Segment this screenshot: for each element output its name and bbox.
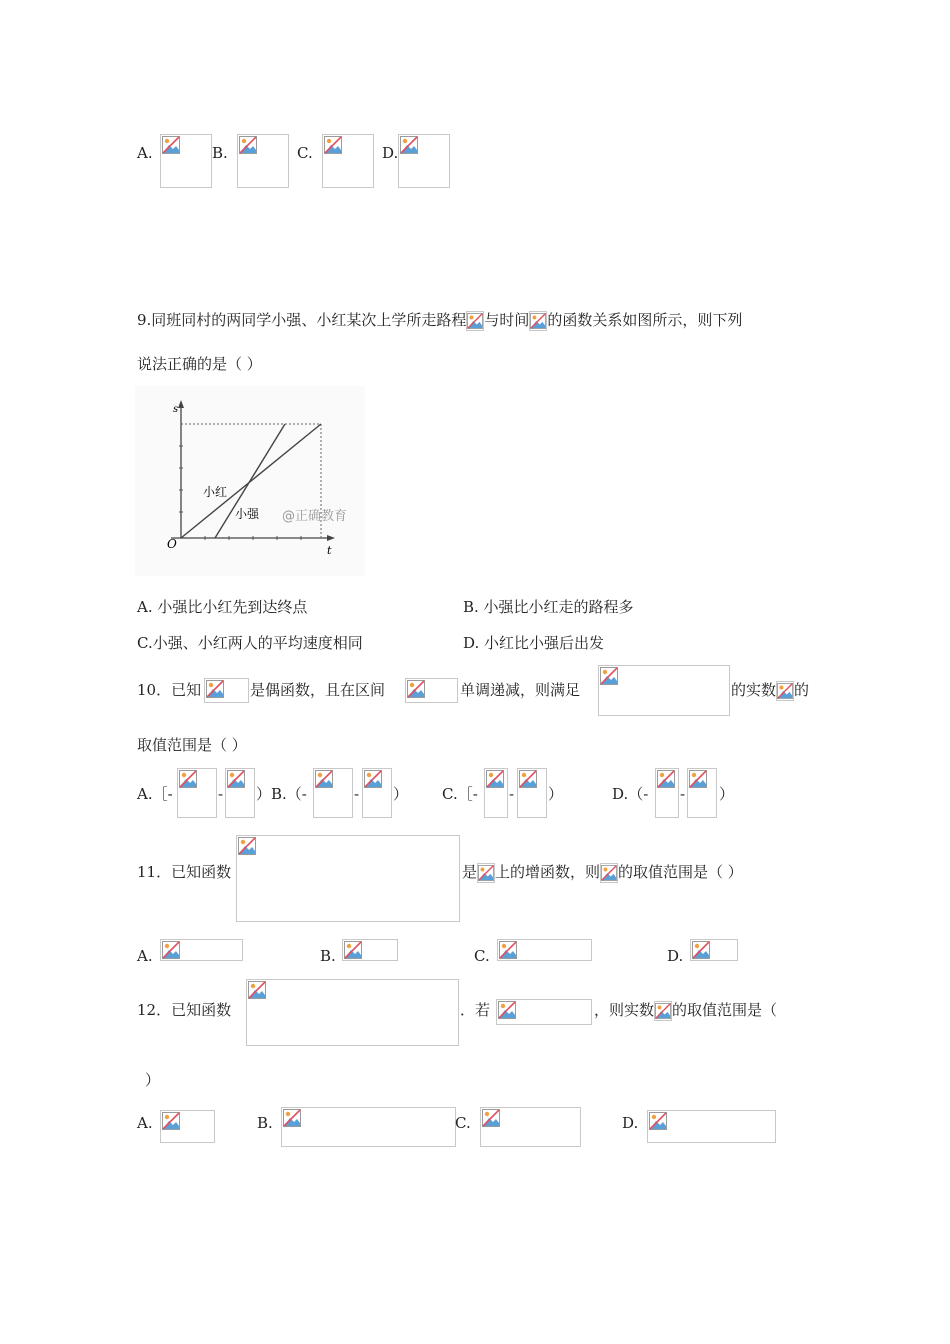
q10-option-a-num2 (225, 768, 255, 818)
q10-option-d-num2 (687, 768, 717, 818)
broken-image-icon (649, 1112, 667, 1130)
q10-option-c-end: ） (548, 785, 564, 803)
q8-option-b-label: B. (212, 144, 228, 162)
q10-option-c-num1 (484, 768, 508, 818)
q10-fx-image (204, 678, 249, 703)
q12-option-d-label: D. (622, 1114, 639, 1132)
q9-stem-part3: 的函数关系如图所示，则下列 (547, 311, 743, 329)
graph-label-xiaoqiang: 小强 (235, 507, 260, 521)
q11-option-b-label: B. (320, 947, 336, 965)
q10-option-d-dash: - (680, 785, 686, 803)
broken-image-icon (162, 941, 180, 959)
broken-image-icon (162, 1112, 180, 1130)
broken-image-icon (600, 667, 618, 685)
q10-option-d-end: ） (719, 785, 735, 803)
q10-option-d-label: D.（- (612, 785, 649, 803)
broken-image-icon (499, 941, 517, 959)
q8-option-b-image (237, 134, 289, 188)
q10-stem-line2: 取值范围是（ ） (137, 736, 247, 754)
q10-option-d-num1 (655, 768, 679, 818)
broken-image-icon (206, 680, 224, 698)
broken-image-icon (324, 136, 342, 154)
graph-watermark: @正确教育 (282, 509, 348, 524)
q12-stem-line2: ） (145, 1071, 161, 1089)
q10-stem-part2: 是偶函数，且在区间 (250, 681, 386, 699)
q12-option-b-image (281, 1107, 456, 1147)
q10-stem-part4-text: 的实数 (731, 681, 777, 699)
graph-y-label: s (173, 404, 179, 415)
q12-stem-part1: 12．已知函数 (137, 1001, 232, 1019)
graph-x-label: t (327, 544, 332, 557)
q12-condition-image (496, 999, 592, 1025)
q12-stem-part3 (594, 1000, 777, 1021)
q11-option-c-image (497, 939, 592, 961)
broken-image-icon (777, 682, 793, 700)
q11-option-c-label: C. (474, 947, 490, 965)
broken-image-icon (478, 864, 494, 882)
q12-option-a-image (160, 1110, 215, 1143)
q9-option-a: A. 小强比小红先到达终点 (137, 598, 308, 616)
q11-option-b-image (342, 939, 398, 961)
broken-image-icon (239, 136, 257, 154)
q11-stem-part1: 11．已知函数 (137, 863, 232, 881)
q8-option-c-label: C. (297, 144, 313, 162)
q10-option-b-dash: - (354, 785, 360, 803)
broken-image-icon (601, 864, 617, 882)
broken-image-icon (657, 770, 675, 788)
q12-stem-part2: ．若 (460, 1001, 491, 1019)
broken-image-icon (482, 1109, 500, 1127)
q10-option-a-num1 (177, 768, 217, 818)
graph-origin-label: O (167, 537, 177, 551)
q10-stem-part4 (731, 680, 809, 701)
broken-image-icon (238, 837, 256, 855)
q10-option-b-end: ） (393, 785, 409, 803)
q11-stem-rest (462, 862, 743, 883)
q11-piecewise-function-image (236, 835, 460, 922)
q10-stem-part3: 单调递减，则满足 (460, 681, 581, 699)
q12-stem-part4: 的取值范围是（ (672, 1001, 778, 1019)
broken-image-icon (530, 312, 546, 330)
q11-stem-part3: 上的增函数，则 (495, 863, 601, 881)
broken-image-icon (519, 770, 537, 788)
q10-inequality-image (598, 665, 730, 716)
q9-graph-figure (135, 386, 365, 576)
q12-option-c-image (480, 1107, 581, 1147)
broken-image-icon (344, 941, 362, 959)
q12-option-c-label: C. (455, 1114, 471, 1132)
broken-image-icon (655, 1002, 671, 1020)
q10-option-c-label: C.［- (442, 785, 478, 803)
q10-option-b-num1 (313, 768, 353, 818)
broken-image-icon (227, 770, 245, 788)
q10-option-a-label: A.［- (137, 785, 173, 803)
q12-stem-part3-text: ，则实数 (594, 1001, 655, 1019)
graph-label-xiaohong: 小红 (203, 485, 228, 499)
q10-option-b-label: B.（- (271, 785, 307, 803)
broken-image-icon (467, 312, 483, 330)
q9-stem-part2: 与时间 (484, 311, 530, 329)
broken-image-icon (486, 770, 504, 788)
q10-stem-part1: 10．已知 (137, 681, 202, 699)
broken-image-icon (162, 136, 180, 154)
q12-option-a-label: A. (137, 1114, 153, 1132)
broken-image-icon (692, 941, 710, 959)
q11-stem-part2: 是 (462, 863, 478, 881)
broken-image-icon (407, 680, 425, 698)
q10-option-b-num2 (362, 768, 392, 818)
q9-option-d: D. 小红比小强后出发 (463, 634, 605, 652)
q12-var-a-image (654, 1001, 672, 1021)
q10-option-c-num2 (517, 768, 547, 818)
q9-stem-line1 (137, 310, 742, 331)
q9-option-b: B. 小强比小红走的路程多 (463, 598, 634, 616)
broken-image-icon (400, 136, 418, 154)
q10-option-a-dash: - (218, 785, 224, 803)
q10-var-x-image (776, 681, 794, 701)
q10-stem-part5: 的 (794, 681, 810, 699)
broken-image-icon (283, 1109, 301, 1127)
q12-function-image (246, 979, 459, 1046)
q12-option-b-label: B. (257, 1114, 273, 1132)
broken-image-icon (179, 770, 197, 788)
q11-option-d-label: D. (667, 947, 684, 965)
broken-image-icon (498, 1001, 516, 1019)
q8-option-a-label: A. (137, 144, 153, 162)
q10-option-c-dash: - (509, 785, 515, 803)
q11-option-a-label: A. (137, 947, 153, 965)
q8-option-a-image (160, 134, 212, 188)
q10-option-a-end: ） (256, 785, 272, 803)
q8-option-d-label: D. (382, 144, 399, 162)
q9-stem-line2: 说法正确的是（ ） (137, 355, 262, 373)
q9-var-t-image (529, 311, 547, 331)
q8-option-d-image (398, 134, 450, 188)
q11-option-a-image (160, 939, 243, 961)
q12-option-d-image (647, 1110, 776, 1143)
q10-interval-image (405, 678, 458, 703)
q9-var-s-image (466, 311, 484, 331)
q11-var-a-image (600, 863, 618, 883)
q8-option-c-image (322, 134, 374, 188)
broken-image-icon (315, 770, 333, 788)
q9-option-c: C.小强、小红两人的平均速度相同 (137, 634, 363, 652)
broken-image-icon (689, 770, 707, 788)
q11-domain-r-image (477, 863, 495, 883)
broken-image-icon (364, 770, 382, 788)
broken-image-icon (248, 981, 266, 999)
q11-stem-part4: 的取值范围是（ ） (618, 863, 743, 881)
q9-stem-part1: 9.同班同村的两同学小强、小红某次上学所走路程 (137, 311, 467, 329)
q11-option-d-image (690, 939, 738, 961)
